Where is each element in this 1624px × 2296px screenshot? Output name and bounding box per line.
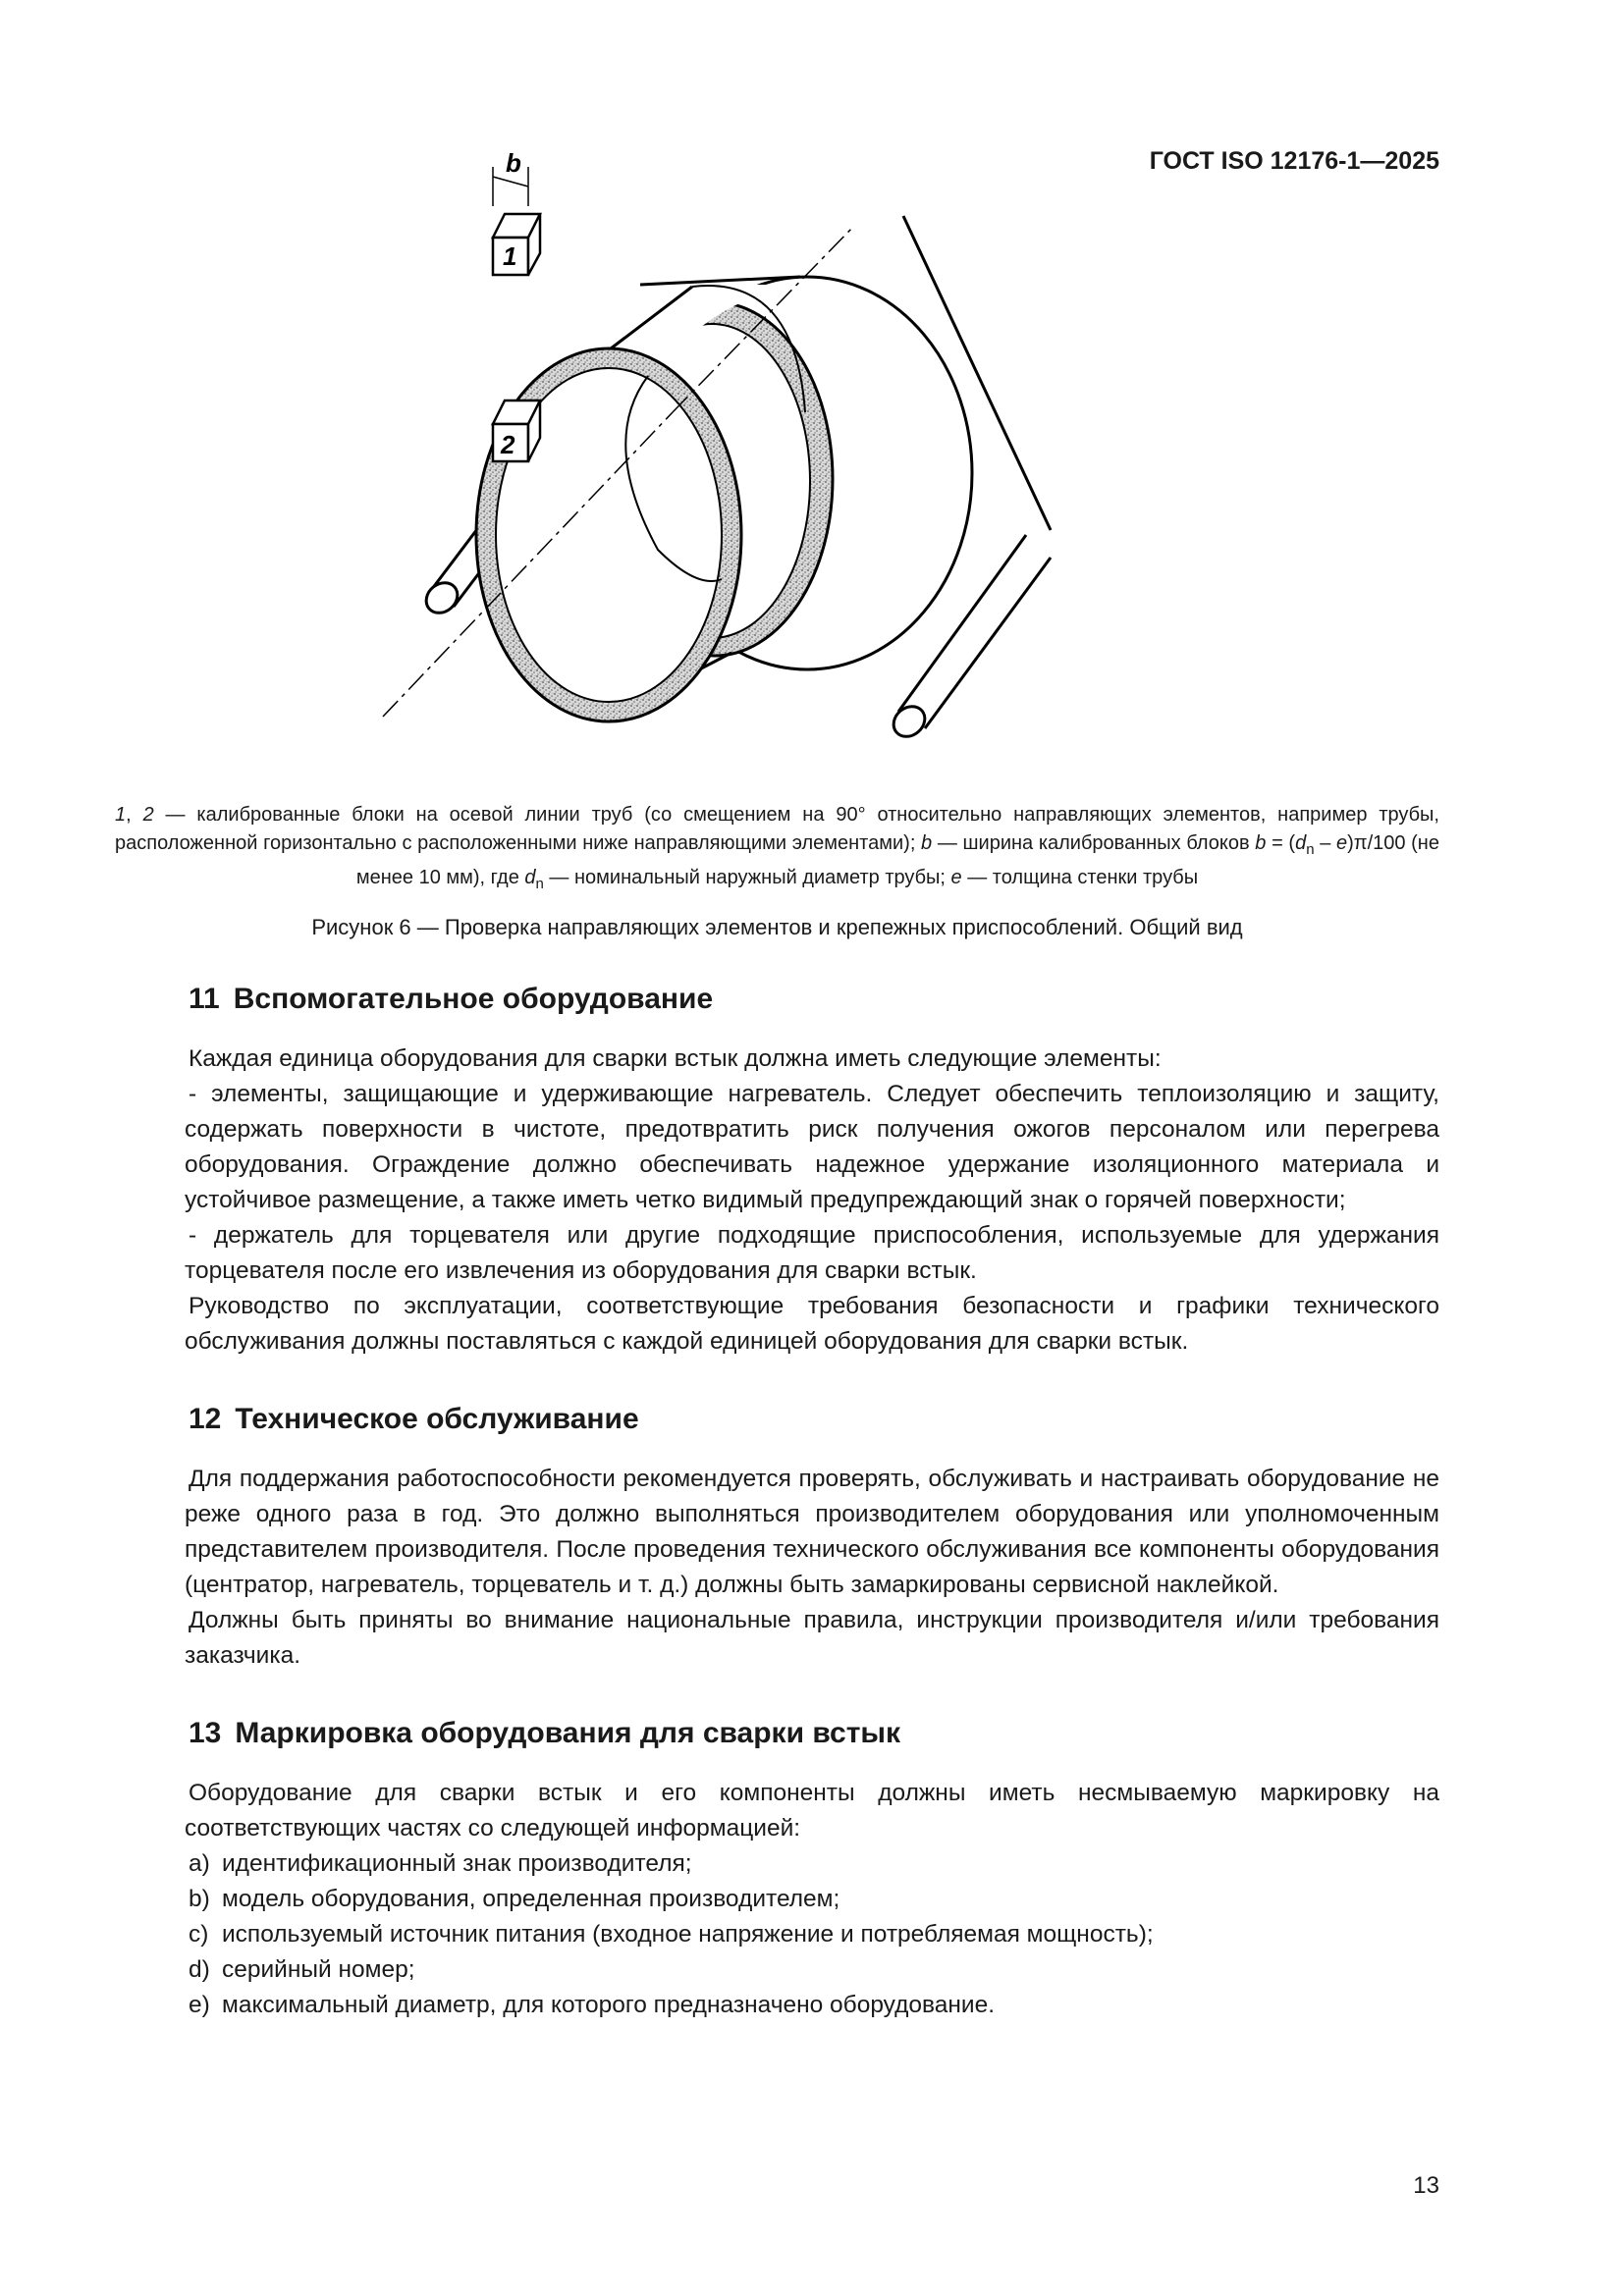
- paragraph: Для поддержания работоспособности рекомендуется проверять, обслуживать и настраивать оборудование не реже одного раза в год. Это должно выполняться производителем оборудования или уполномоченным представителем производителя. После проведения технического обслуживания все компоненты оборудования (центратор, нагреватель, торцеватель и т. д.) должны быть замаркированы сервисной наклейкой.: [185, 1466, 1439, 1598]
- paragraph: - держатель для торцевателя или другие подходящие приспособления, используемые для удержания торцевателя после его извлечения из оборудования для сварки встык.: [185, 1222, 1439, 1284]
- section-heading: 13 Маркировка оборудования для сварки встык: [189, 1717, 901, 1749]
- document-body: [185, 977, 1439, 2060]
- section-heading: 11 Вспомогательное оборудование: [189, 983, 714, 1015]
- section-11: [185, 977, 1439, 1360]
- svg-text:b: b: [506, 148, 521, 178]
- dimension-b: [493, 148, 528, 206]
- paragraph: - элементы, защищающие и удерживающие нагреватель. Следует обеспечить теплоизоляцию и защиту, содержать поверхности в чистоте, предотвратить риск получения ожогов персоналом или перегрева оборудования. Ограждение должно обеспечивать надежное удержание изоляционного материала и устойчивое размещение, а также иметь четко видимый предупреждающий знак о горячей поверхности;: [185, 1081, 1439, 1213]
- section-13: [185, 1711, 1439, 2023]
- paragraph: Оборудование для сварки встык и его компоненты должны иметь несмываемую маркировку на соответствующих частях со следующей информацией:: [185, 1780, 1439, 1842]
- svg-text:1: 1: [503, 241, 517, 271]
- page-number: 13: [1413, 2172, 1439, 2199]
- document-id: ГОСТ ISO 12176-1—2025: [1149, 147, 1439, 175]
- calibrated-block-1: [493, 214, 540, 275]
- paragraph: Каждая единица оборудования для сварки встык должна иметь следующие элементы:: [189, 1045, 1162, 1072]
- paragraph: Руководство по эксплуатации, соответствующие требования безопасности и графики технического обслуживания должны поставляться с каждой единицей оборудования для сварки встык.: [185, 1293, 1439, 1355]
- paragraph: Должны быть приняты во внимание национальные правила, инструкции производителя и/или требования заказчика.: [185, 1607, 1439, 1669]
- list-item: a) идентификационный знак производителя;: [189, 1850, 692, 1877]
- list-item: c) используемый источник питания (входное напряжение и потребляемая мощность);: [189, 1921, 1154, 1948]
- figure-legend: 1, 2 — калиброванные блоки на осевой линии труб (со смещением на 90° относительно направляющих элементов, например трубы, расположенной горизонтально с расположенными ниже направляющими элементами); b — ширина калиброванных блоков $b = (d_n - e)\pi/100$ (не менее 10 мм), где $d_n$ — номинальный наружный диаметр трубы; e — толщина стенки трубы: [115, 804, 1439, 892]
- list-item: d) серийный номер;: [189, 1956, 415, 1983]
- list-item: e) максимальный диаметр, для которого предназначено оборудование.: [189, 1992, 996, 2018]
- calibrated-block-2: [493, 400, 540, 461]
- svg-text:2: 2: [501, 430, 515, 459]
- figure-pipe-alignment: [412, 148, 1031, 775]
- list-item: b) модель оборудования, определенная производителем;: [189, 1886, 840, 1912]
- section-heading: 12 Техническое обслуживание: [189, 1403, 639, 1435]
- section-12: [185, 1397, 1439, 1674]
- figure-caption: Рисунок 6 — Проверка направляющих элементов и крепежных приспособлений. Общий вид: [311, 915, 1243, 939]
